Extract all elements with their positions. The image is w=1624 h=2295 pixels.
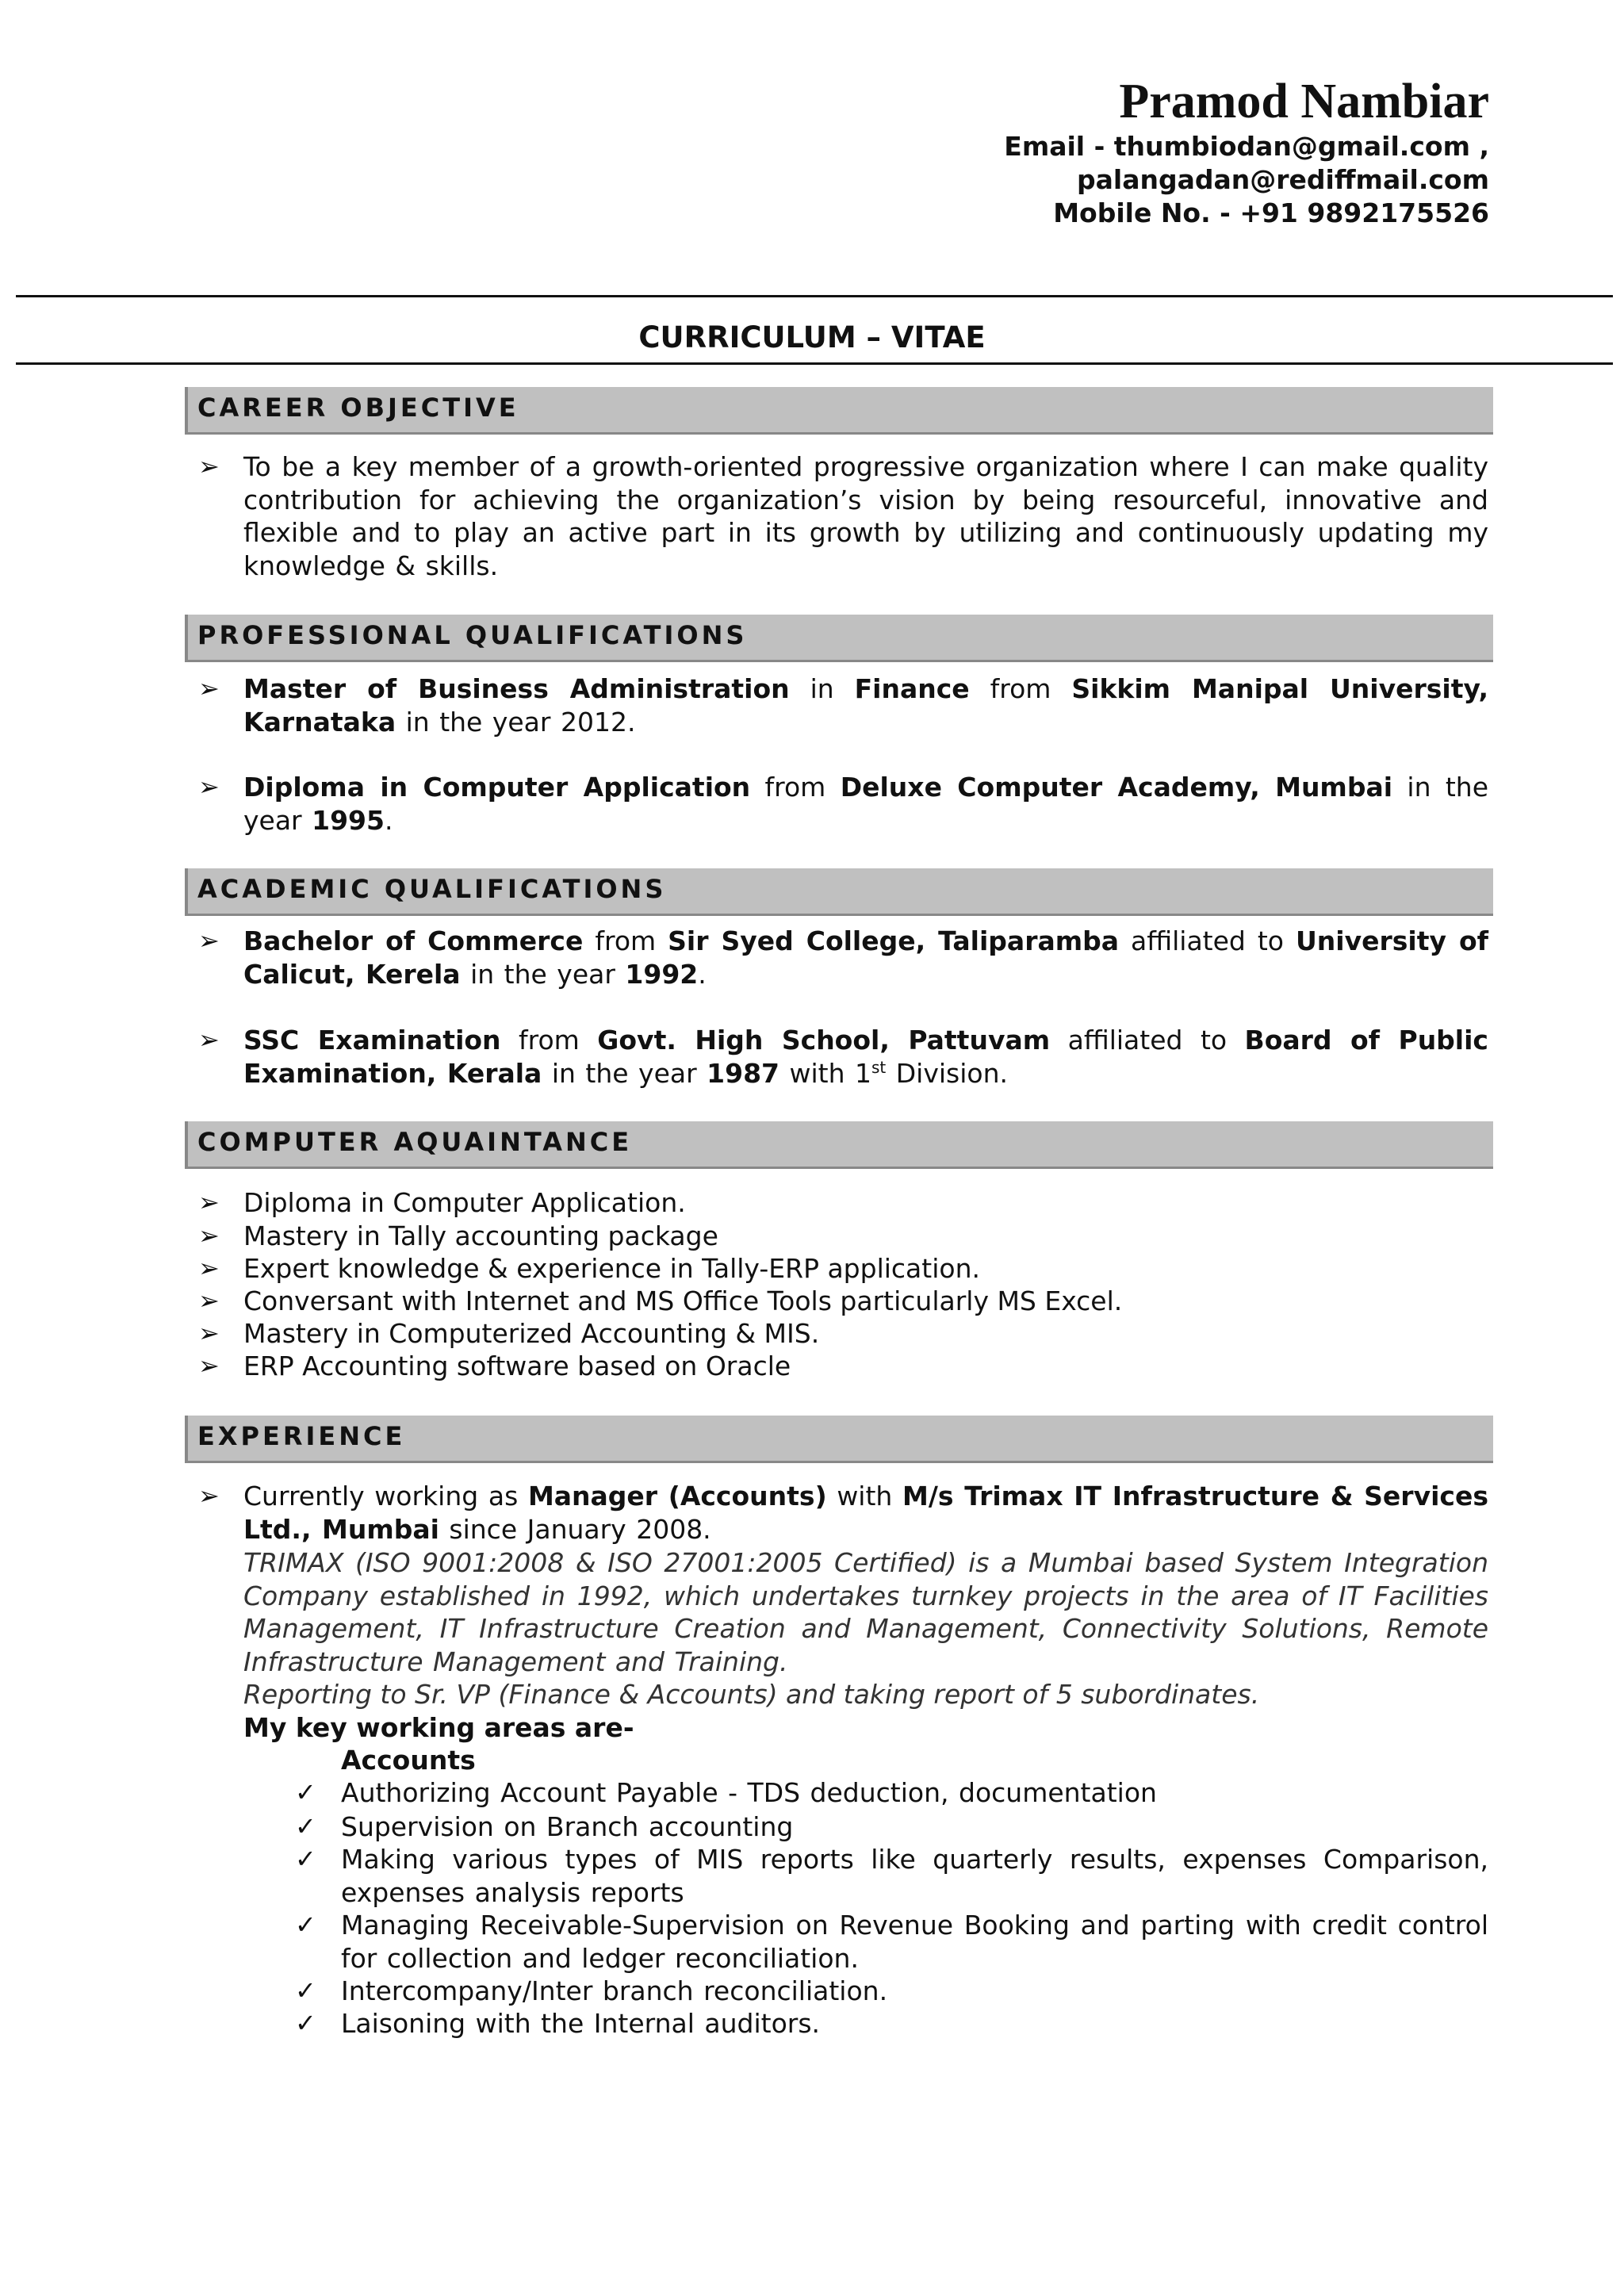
field-name: Finance: [854, 673, 970, 704]
bullet-arrow-icon: ➢: [198, 451, 220, 481]
bullet-arrow-icon: ➢: [198, 673, 220, 703]
top-divider: [16, 295, 1613, 297]
checkmark-icon: ✓: [295, 1910, 316, 1940]
list-item: Conversant with Internet and MS Office Tools particularly MS Excel.: [243, 1285, 1123, 1316]
qualification-mba: Master of Business Administration in Finance from Sikkim Manipal University, Karnataka in the year 2012.: [243, 673, 1488, 738]
year: 1992: [625, 958, 699, 990]
key-areas-label: My key working areas are-: [243, 1712, 634, 1743]
company-description: TRIMAX (ISO 9001:2008 & ISO 27001:2005 Certified) is a Mumbai based System Integration Company established in 1992, which undertakes turnkey projects in the area of IT Facilities Management, IT Infrastructure Creation and Management, Connectivity Solutions, Remote Infrastructure Management and Training.: [243, 1547, 1488, 1677]
candidate-name: Pramod Nambiar: [1119, 75, 1489, 128]
institution-name: Govt. High School, Pattuvam: [597, 1025, 1051, 1056]
checkmark-icon: ✓: [295, 1975, 316, 2006]
section-heading: COMPUTER AQUAINTANCE: [197, 1127, 633, 1157]
degree-name: Diploma in Computer Application: [243, 772, 751, 803]
bullet-arrow-icon: ➢: [198, 1318, 220, 1348]
year: 1995: [312, 804, 385, 836]
duty-item: Making various types of MIS reports like quarterly results, expenses Comparison, expenses analysis reports: [341, 1844, 1488, 1908]
bullet-arrow-icon: ➢: [198, 1351, 220, 1381]
qualification-diploma: Diploma in Computer Application from Deluxe Computer Academy, Mumbai in the year 1995.: [243, 772, 1488, 836]
bullet-arrow-icon: ➢: [198, 925, 220, 956]
checkmark-icon: ✓: [295, 1844, 316, 1874]
board-name: University of Calicut, Kerela: [243, 925, 1488, 990]
list-item: Mastery in Computerized Accounting & MIS.: [243, 1318, 820, 1349]
mobile-line: Mobile No. - +91 9892175526: [1053, 197, 1489, 228]
email-line: Email - thumbiodan@gmail.com ,: [1004, 131, 1489, 162]
year: 1987: [707, 1057, 780, 1089]
bullet-arrow-icon: ➢: [198, 1481, 220, 1511]
duty-item: Supervision on Branch accounting: [341, 1811, 794, 1842]
bullet-arrow-icon: ➢: [198, 1253, 220, 1283]
section-heading: PROFESSIONAL QUALIFICATIONS: [197, 620, 748, 650]
list-item: ERP Accounting software based on Oracle: [243, 1351, 791, 1381]
career-objective-text: To be a key member of a growth-oriented progressive organization where I can make quality contribution for achieving the organization’s vision by being resourceful, innovative and flexible and to play an active part in its growth by utilizing and continuously updating my knowledge & skills.: [243, 451, 1488, 581]
job-role: Manager (Accounts): [527, 1481, 827, 1511]
institution-name: Sir Syed College, Taliparamba: [668, 925, 1120, 956]
list-item: Mastery in Tally accounting package: [243, 1220, 718, 1251]
section-academic-qualifications: [185, 868, 1493, 916]
checkmark-icon: ✓: [295, 2008, 316, 2038]
section-career-objective: [185, 387, 1493, 435]
reporting-line: Reporting to Sr. VP (Finance & Accounts) and taking report of 5 subordinates.: [243, 1679, 1260, 1710]
duty-item: Authorizing Account Payable - TDS deduction, documentation: [341, 1777, 1157, 1808]
section-heading: EXPERIENCE: [197, 1421, 406, 1451]
institution-name: Sikkim Manipal University, Karnataka: [243, 673, 1488, 738]
section-professional-qualifications: [185, 615, 1493, 662]
bullet-arrow-icon: ➢: [198, 772, 220, 802]
email-secondary: palangadan@rediffmail.com: [1077, 164, 1489, 195]
duty-item: Managing Receivable-Supervision on Revenue Booking and parting with credit control for collection and ledger reconciliation.: [341, 1910, 1488, 1974]
accounts-label: Accounts: [341, 1745, 476, 1776]
bullet-arrow-icon: ➢: [198, 1025, 220, 1055]
degree-name: Master of Business Administration: [243, 673, 790, 704]
section-computer-aquaintance: [185, 1121, 1493, 1169]
board-name: Board of Public Examination, Kerala: [243, 1025, 1488, 1089]
duty-item: Intercompany/Inter branch reconciliation.: [341, 1975, 888, 2006]
checkmark-icon: ✓: [295, 1777, 316, 1807]
title-divider: [16, 362, 1613, 365]
company-name: M/s Trimax IT Infrastructure & Services Ltd., Mumbai: [243, 1481, 1488, 1545]
section-heading: ACADEMIC QUALIFICATIONS: [197, 874, 667, 904]
current-position: Currently working as Manager (Accounts) with M/s Trimax IT Infrastructure & Services Ltd., Mumbai since January 2008.: [243, 1481, 1488, 1545]
degree-name: Bachelor of Commerce: [243, 925, 584, 956]
list-item: Expert knowledge & experience in Tally-ERP application.: [243, 1253, 980, 1284]
contact-block: [1004, 130, 1489, 230]
checkmark-icon: ✓: [295, 1811, 316, 1841]
qualification-bcom: Bachelor of Commerce from Sir Syed College, Taliparamba affiliated to University of Calicut, Kerela in the year 1992.: [243, 925, 1488, 990]
bullet-arrow-icon: ➢: [198, 1187, 220, 1217]
duty-item: Laisoning with the Internal auditors.: [341, 2008, 821, 2039]
document-title: CURRICULUM – VITAE: [638, 320, 986, 354]
section-heading: CAREER OBJECTIVE: [197, 393, 519, 423]
bullet-arrow-icon: ➢: [198, 1220, 220, 1251]
section-experience: [185, 1416, 1493, 1463]
bullet-arrow-icon: ➢: [198, 1285, 220, 1316]
list-item: Diploma in Computer Application.: [243, 1187, 686, 1218]
degree-name: SSC Examination: [243, 1025, 501, 1056]
qualification-ssc: SSC Examination from Govt. High School, Pattuvam affiliated to Board of Public Examination, Kerala in the year 1987 with 1st Division.: [243, 1025, 1488, 1089]
institution-name: Deluxe Computer Academy, Mumbai: [840, 772, 1393, 803]
